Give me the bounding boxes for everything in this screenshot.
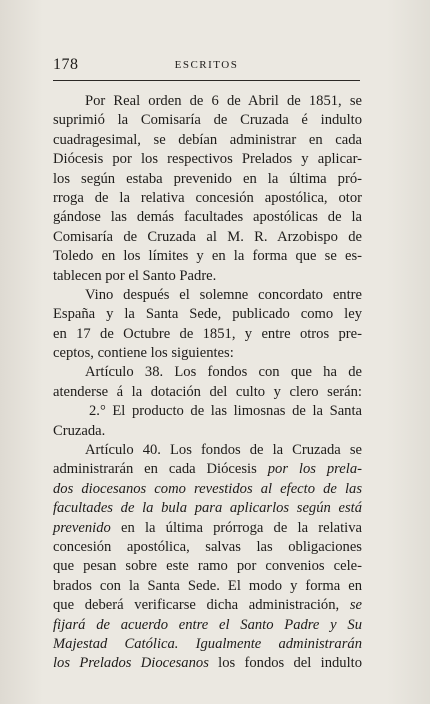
text-segment: atenderse á la dotación del culto y clero serán: [53,383,362,400]
text-line [53,383,362,402]
text-line [53,267,362,286]
text-line [53,616,362,635]
text-line [53,557,362,576]
running-title: ESCRITOS [174,59,239,71]
text-segment: Artículo 40. Los fondos de la Cruzada se [85,442,362,459]
text-line [53,228,362,247]
text-line [53,189,362,208]
text-segment: ceptos, contiene los siguientes: [53,345,234,362]
text-line [53,519,362,538]
text-line [53,170,362,189]
text-segment: que deberá verificarse dicha administración, [53,597,350,614]
page-number: 178 [53,56,79,73]
italic-text-segment: los Prelados Diocesanos [53,655,209,672]
text-segment: tablecen por el Santo Padre. [53,267,217,284]
text-segment: concesión apostólica, salvas las obligaciones [53,538,362,555]
page-header [53,56,360,81]
text-segment: que pesan sobre este ramo por convenios cele- [53,558,362,575]
text-line [53,208,362,227]
italic-text-segment: Majestad Católica. Igualmente administrarán [53,635,362,652]
text-line [53,577,362,596]
text-line [53,111,362,130]
text-line [53,596,362,615]
text-line [53,441,362,460]
text-line [53,635,362,654]
text-segment: Por Real orden de 6 de Abril de 1851, se [85,93,362,109]
text-segment: Comisaría de Cruzada al M. R. Arzobispo de [53,228,362,245]
text-segment: Cruzada. [53,422,106,439]
text-line [53,402,362,421]
text-segment: España y la Santa Sede, publicado como ley [53,306,362,323]
italic-text-segment: dos diocesanos como revestidos al efecto de las [53,480,362,497]
italic-text-segment: por los prela- [267,461,362,478]
text-segment: administrarán en cada Diócesis [53,461,268,478]
text-segment: Artículo 38. Los fondos con que ha de [85,364,362,381]
text-segment: los según estaba prevenido en la última pró- [53,170,362,187]
text-line [53,344,362,363]
text-segment: suprimió la Comisaría de Cruzada é indulto [53,112,362,129]
text-line [53,363,362,382]
text-segment: cuadragesimal, se debían administrar en cada [53,131,362,148]
text-line [53,92,362,111]
text-segment: Toledo en los límites y en la forma que se es- [53,248,362,265]
italic-text-segment: facultades de la bula para aplicarlos según está [53,500,362,517]
text-segment: los fondos del indulto [208,655,362,672]
text-line [53,325,362,344]
text-line [53,460,362,479]
text-line [53,654,362,673]
text-segment: en la última prórroga de la relativa [110,519,362,536]
body-text [53,92,362,674]
text-line [53,286,362,305]
text-segment: gándose las demás facultades apostólicas de la [53,209,362,226]
italic-text-segment: se [349,597,362,614]
text-line [53,247,362,266]
text-line [53,305,362,324]
text-segment: en 17 de Octubre de 1851, y entre otros pre- [53,325,362,342]
italic-text-segment: prevenido [53,519,111,536]
text-line [53,422,362,441]
text-segment: Diócesis por los respectivos Prelados y aplicar- [53,151,362,168]
italic-text-segment: fijará de acuerdo entre el Santo Padre y Su [53,616,362,633]
text-line [53,538,362,557]
text-line [53,131,362,150]
text-line [53,480,362,499]
text-segment: brados con la Santa Sede. El modo y forma en [53,577,362,594]
text-segment: 2.° El producto de las limosnas de la Santa [89,403,362,420]
text-segment: rroga de la relativa concesión apostólica, otor [53,189,362,206]
text-segment: Vino después el solemne concordato entre [85,286,362,303]
text-line [53,150,362,169]
text-line [53,499,362,518]
